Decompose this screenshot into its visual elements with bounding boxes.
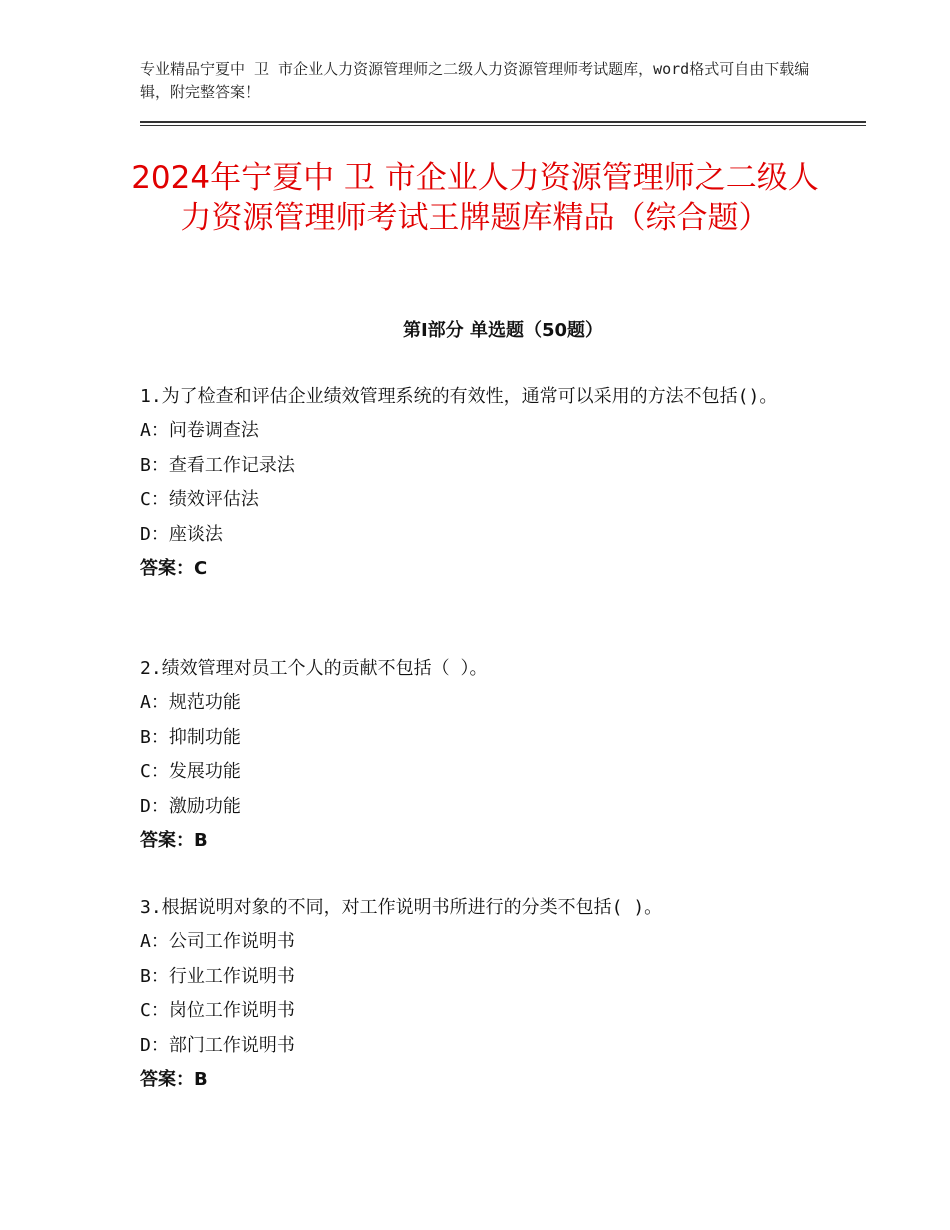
document-title: 2024年宁夏中 卫 市企业人力资源管理师之二级人力资源管理师考试王牌题库精品（综合题） <box>131 160 819 236</box>
option-a: A：规范功能 <box>140 692 241 713</box>
question-text: 2.绩效管理对员工个人的贡献不包括（ ）。 <box>140 658 488 679</box>
option-d: D：部门工作说明书 <box>140 1034 295 1056</box>
option-d: D：激励功能 <box>140 795 241 817</box>
section-title: 第Ⅰ部分 单选题（50题） <box>402 320 603 341</box>
question-2 <box>140 652 840 859</box>
answer: 答案：B <box>140 1069 208 1090</box>
answer: 答案：B <box>140 830 208 851</box>
option-c: C：发展功能 <box>140 761 241 782</box>
header-divider-thin <box>140 125 866 126</box>
option-c: C：岗位工作说明书 <box>140 1000 295 1021</box>
question-text: 1.为了检查和评估企业绩效管理系统的有效性，通常可以采用的方法不包括()。 <box>140 386 778 407</box>
option-b: B：查看工作记录法 <box>140 454 295 476</box>
option-d: D：座谈法 <box>140 523 223 545</box>
option-c: C：绩效评估法 <box>140 489 259 510</box>
question-1 <box>140 380 840 587</box>
option-a: A：公司工作说明书 <box>140 931 295 952</box>
answer: 答案：C <box>140 558 208 579</box>
question-text: 3.根据说明对象的不同，对工作说明书所进行的分类不包括( )。 <box>140 897 663 918</box>
option-a: A：问卷调查法 <box>140 420 259 441</box>
question-3 <box>140 891 840 1098</box>
header-divider-thick <box>140 121 866 123</box>
option-b: B：行业工作说明书 <box>140 965 295 987</box>
header-note: 专业精品宁夏中 卫 市企业人力资源管理师之二级人力资源管理师考试题库，word格式可自由下载编辑，附完整答案！ <box>140 60 810 101</box>
option-b: B：抑制功能 <box>140 726 241 748</box>
